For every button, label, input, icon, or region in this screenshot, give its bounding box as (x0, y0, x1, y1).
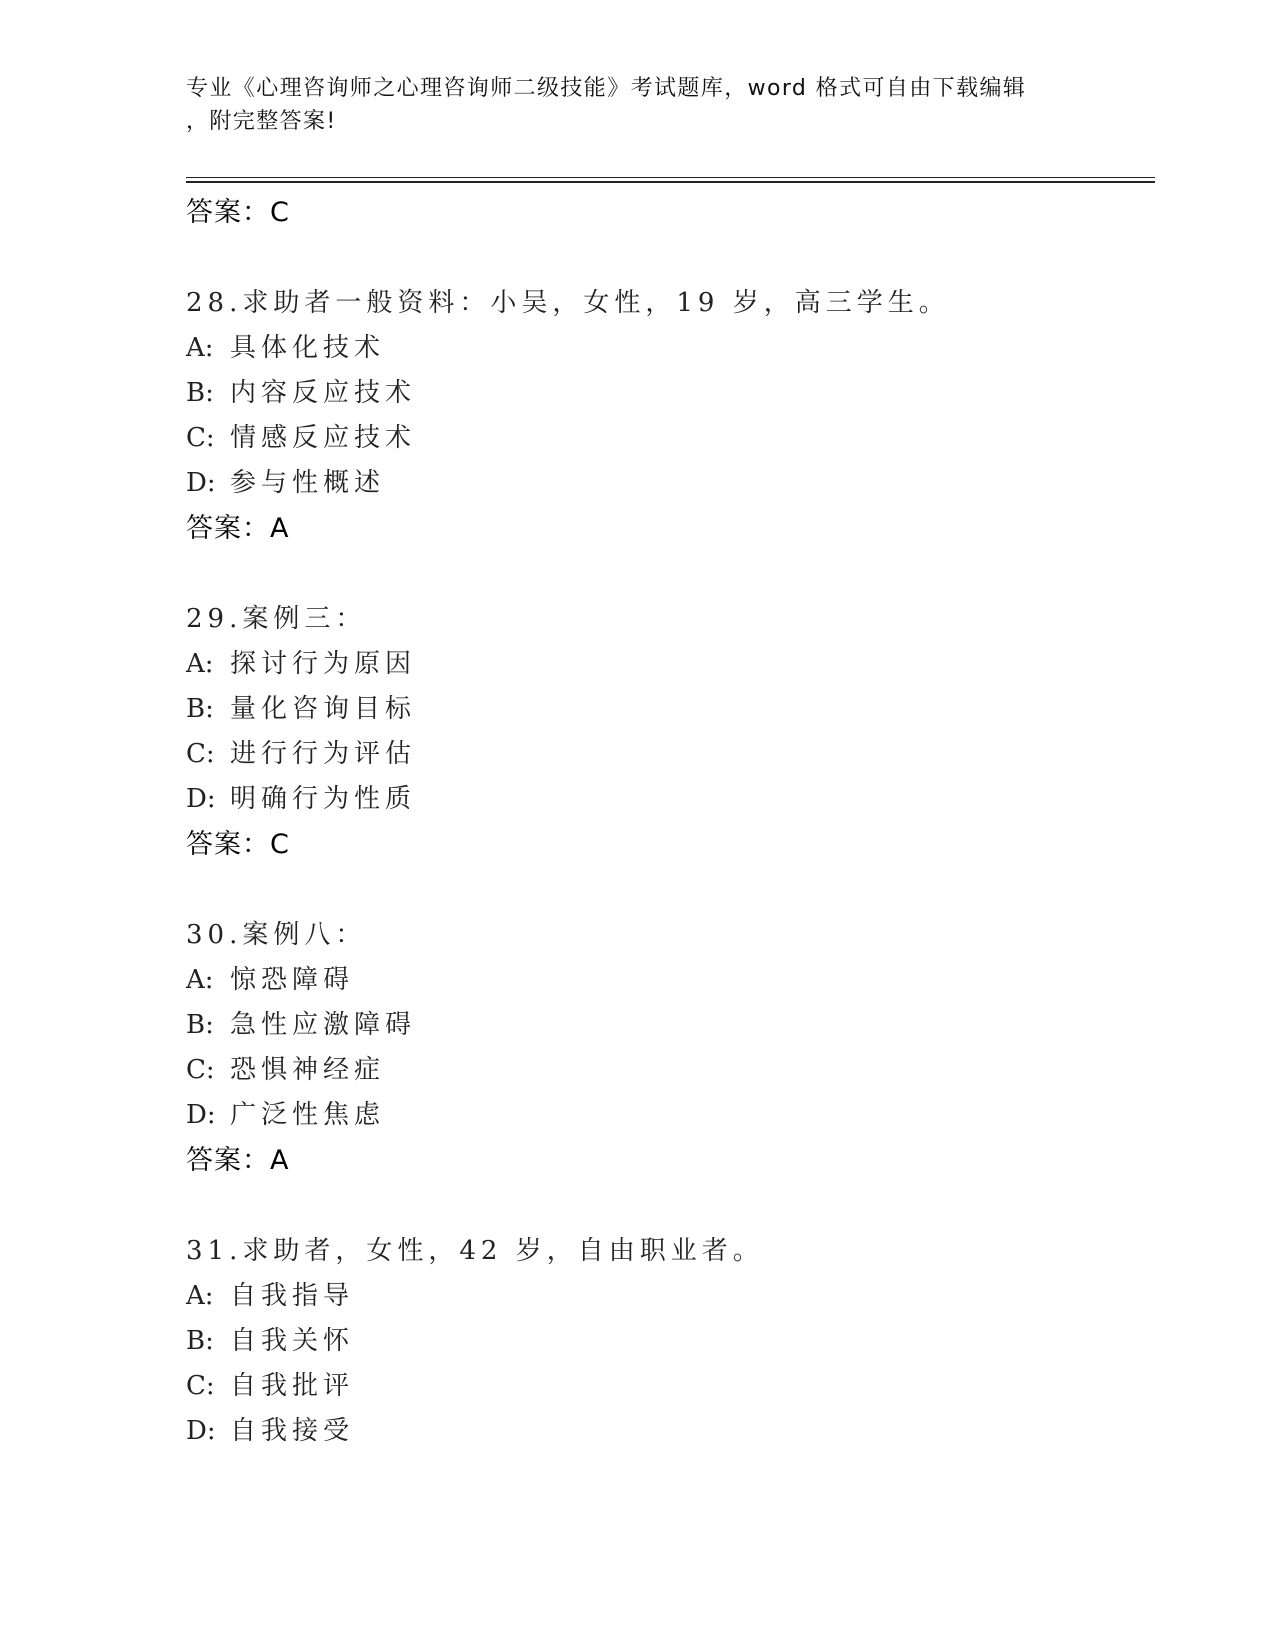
option-c (186, 732, 1146, 777)
option-key: D: (186, 468, 216, 498)
option-key: D: (186, 1416, 216, 1446)
option-text: 进行行为评估 (230, 739, 417, 769)
header-divider-thin (186, 177, 1155, 178)
option-text: 内容反应技术 (230, 378, 417, 408)
option-b (186, 687, 1146, 732)
question-stem: 29.案例三： (186, 604, 367, 634)
option-key: B: (186, 378, 214, 408)
question-stem: 30.案例八： (186, 920, 367, 950)
answer-line: 答案：A (186, 1145, 290, 1176)
answer-line: 答案：A (186, 513, 290, 544)
option-b (186, 1003, 1146, 1048)
option-c (186, 1364, 1146, 1409)
option-c (186, 416, 1146, 461)
option-a (186, 326, 1146, 371)
option-key: B: (186, 1326, 214, 1356)
option-text: 明确行为性质 (230, 784, 417, 814)
header-line-1: 专业《心理咨询师之心理咨询师二级技能》考试题库，word 格式可自由下载编辑 (186, 76, 1027, 101)
option-b (186, 371, 1146, 416)
option-text: 惊恐障碍 (230, 965, 355, 995)
option-d (186, 777, 1146, 822)
question-stem: 28.求助者一般资料：小吴，女性，19 岁，高三学生。 (186, 288, 950, 318)
question-block-29 (186, 597, 1146, 868)
option-text: 探讨行为原因 (230, 649, 417, 679)
option-key: C: (186, 1371, 215, 1401)
option-key: D: (186, 784, 216, 814)
question-stem: 31.求助者，女性，42 岁，自由职业者。 (186, 1236, 764, 1266)
option-d (186, 1409, 1146, 1454)
option-key: C: (186, 1055, 215, 1085)
question-list (186, 190, 1146, 1454)
header-line-2: ，附完整答案! (186, 109, 337, 134)
answer-line: 答案：C (186, 197, 290, 228)
option-d (186, 461, 1146, 506)
option-text: 参与性概述 (230, 468, 386, 498)
option-a (186, 642, 1146, 687)
option-key: B: (186, 1010, 214, 1040)
question-block-30 (186, 913, 1146, 1184)
option-b (186, 1319, 1146, 1364)
option-text: 广泛性焦虑 (230, 1100, 386, 1130)
option-key: A: (186, 965, 214, 995)
option-text: 急性应激障碍 (230, 1010, 417, 1040)
option-key: A: (186, 649, 214, 679)
option-key: A: (186, 1281, 214, 1311)
option-c (186, 1048, 1146, 1093)
question-block-28 (186, 281, 1146, 552)
option-text: 自我指导 (230, 1281, 355, 1311)
option-key: A: (186, 333, 214, 363)
question-block-31 (186, 1229, 1146, 1454)
option-text: 具体化技术 (230, 333, 386, 363)
header-divider-thick (186, 181, 1155, 183)
option-text: 情感反应技术 (230, 423, 417, 453)
option-text: 自我关怀 (230, 1326, 355, 1356)
document-header (186, 72, 1086, 138)
option-text: 恐惧神经症 (230, 1055, 386, 1085)
option-text: 自我接受 (230, 1416, 355, 1446)
option-text: 量化咨询目标 (230, 694, 417, 724)
option-a (186, 1274, 1146, 1319)
option-d (186, 1093, 1146, 1138)
option-a (186, 958, 1146, 1003)
option-key: C: (186, 423, 215, 453)
option-text: 自我批评 (230, 1371, 355, 1401)
option-key: D: (186, 1100, 216, 1130)
option-key: B: (186, 694, 214, 724)
answer-line: 答案：C (186, 829, 290, 860)
option-key: C: (186, 739, 215, 769)
